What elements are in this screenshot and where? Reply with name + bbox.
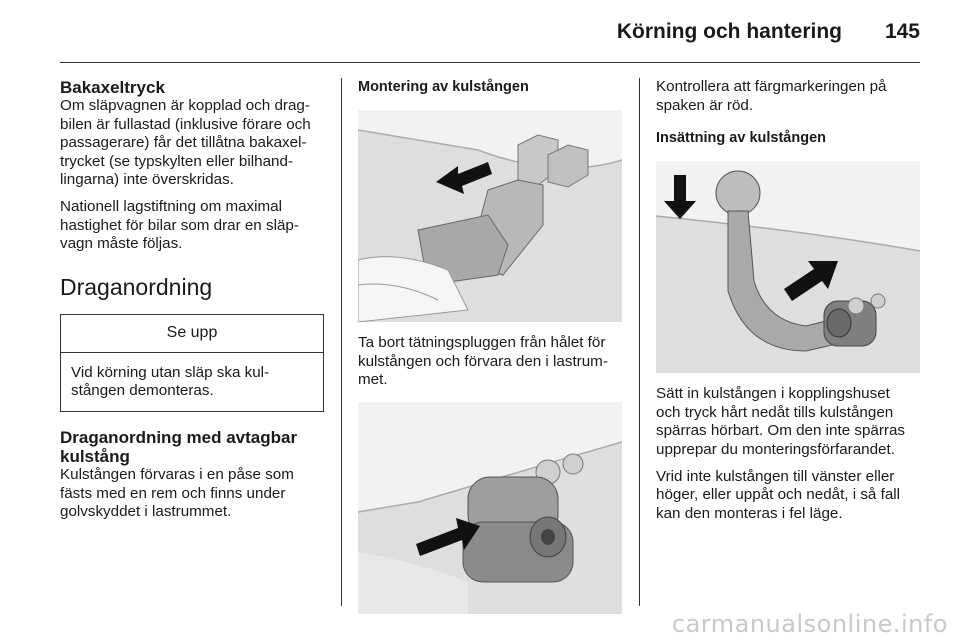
- header-title: Körning och hantering: [616, 20, 842, 43]
- arrow-up-right-icon: [784, 261, 838, 301]
- caution-title: Se upp: [61, 315, 323, 353]
- plug-removal-drawing: [358, 110, 622, 322]
- illustration-insert-towbar: [656, 161, 920, 373]
- page-header: [60, 16, 920, 63]
- watermark: carmanualsonline.info: [671, 610, 948, 638]
- heading-removable-towbar: Draganordning med avtagbar kulstång: [60, 427, 298, 466]
- heading-rear-axle-load: Bakaxeltryck: [60, 78, 165, 97]
- column-3: [656, 78, 920, 531]
- paragraph-towbar-storage: Kulstången förvaras i en påse som fästs med en rem och finns under golvskyddet i lastrummet.: [60, 465, 294, 521]
- column-divider-2: [639, 78, 640, 606]
- caution-box: [60, 314, 324, 412]
- column-1: [60, 78, 324, 530]
- coupling-housing-drawing: [358, 402, 622, 614]
- caution-text: Vid körning utan släp ska kul- stången demonteras.: [71, 363, 270, 400]
- paragraph-speed-law: Nationell lagstiftning om maximal hastighet för bilar som drar en släp- vagn måste följas.: [60, 197, 299, 253]
- paragraph-do-not-rotate: Vrid inte kulstången till vänster eller höger, eller uppåt och nedåt, i så fall kan den monteras i fel läge.: [656, 467, 901, 522]
- illustration-remove-plug: [358, 110, 622, 322]
- paragraph-insert-instructions: Sätt in kulstången i kopplingshuset och tryck hårt nedåt tills kulstången spärras hörbart. Om den inte spärras upprepar du monteringsförfarandet.: [656, 385, 906, 458]
- towbar-insertion-drawing: [656, 161, 920, 373]
- column-divider-1: [341, 78, 342, 606]
- arrow-left-icon: [436, 162, 492, 194]
- heading-towing-device: Draganordning: [60, 273, 213, 300]
- heading-insertion: Insättning av kulstången: [656, 130, 826, 147]
- caption-remove-plug: Ta bort tätningspluggen från hålet för kulstången och förvara den i lastrum- met.: [358, 334, 608, 389]
- column-2: [358, 78, 622, 626]
- paragraph-rear-axle-load: Om släpvagnen är kopplad och drag- bilen är fullastad (inklusive förare och passagerare) får det tillåtna bakaxel- trycket (se typskylten eller bilhand- lingarna) inte överskridas.: [60, 97, 311, 189]
- heading-mounting: Montering av kulstången: [358, 79, 529, 95]
- paragraph-color-marking: Kontrollera att färgmarkeringen på spaken är röd.: [656, 78, 887, 114]
- page-number: 145: [884, 20, 920, 43]
- illustration-coupling-housing: [358, 402, 622, 614]
